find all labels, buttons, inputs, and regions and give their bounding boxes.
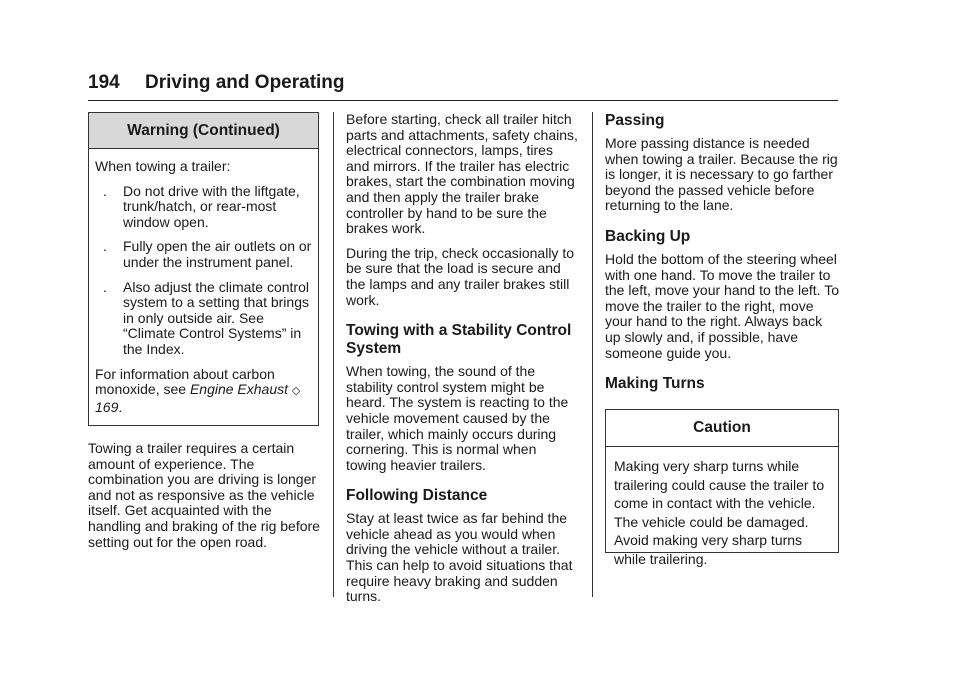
- following-distance-paragraph: Stay at least twice as far behind the vehicle ahead as you would when driving the vehicle without a trailer. This can help to avoid situations that require heavy braking and sudden turns.: [346, 510, 573, 605]
- warning-title: Warning (Continued): [89, 113, 318, 149]
- bullet-glyph: .: [103, 278, 107, 295]
- backing-up-heading: Backing Up: [605, 227, 691, 245]
- warning-box: [88, 112, 319, 426]
- stability-control-paragraph: When towing, the sound of the stability control system might be heard. The system is reacting to the vehicle movement caused by the trailer, which mainly occurs during cornering. This is normal when towing heavier trailers.: [346, 363, 569, 473]
- carbon-text: For information about carbon monoxide, see: [95, 365, 275, 398]
- bullet-glyph: .: [103, 238, 107, 255]
- carbon-period: .: [118, 398, 123, 415]
- section-title: Driving and Operating: [145, 72, 345, 93]
- column-divider-right: [592, 112, 593, 597]
- caution-title: Caution: [606, 410, 838, 447]
- column-divider-left: [333, 112, 334, 597]
- column-2: [346, 112, 580, 614]
- making-turns-heading: Making Turns: [605, 375, 705, 393]
- towing-experience-paragraph: Towing a trailer requires a certain amount of experience. The combination you are driving is longer and not as responsive as the vehicle itself. Get acquainted with the handling and braking of the rig before setting out for the open road.: [88, 440, 320, 550]
- trailer-check-paragraph: Before starting, check all trailer hitch parts and attachments, safety chains, electrical connectors, lamps, tires and mirrors. If the trailer has electric brakes, start the combination moving and then apply the trailer brake controller by hand to be sure the brakes work.: [346, 111, 578, 237]
- engine-exhaust-link[interactable]: Engine Exhaust: [189, 381, 289, 398]
- stability-control-heading: Towing with a Stability Control System: [346, 322, 572, 358]
- column-3: [605, 112, 839, 399]
- warning-bullet: [103, 184, 312, 231]
- passing-heading: Passing: [605, 112, 665, 129]
- column-1-text: [88, 441, 320, 559]
- caution-text: Making very sharp turns while trailering could cause the trailer to come in contact with the vehicle. The vehicle could be damaged. Avoid making very sharp turns while trailering.: [614, 458, 825, 567]
- warning-intro: When towing a trailer:: [95, 158, 231, 174]
- page-header: [88, 70, 838, 101]
- carbon-paragraph: [95, 367, 312, 416]
- passing-paragraph: More passing distance is needed when towing a trailer. Because the rig is longer, it is necessary to go farther beyond the passed vehicle before returning to the lane.: [605, 135, 838, 214]
- warning-body: [89, 149, 318, 415]
- page-reference-icon: ◇: [291, 385, 301, 398]
- trip-check-paragraph: During the trip, check occasionally to be sure that the load is secure and the lamps and any trailer brakes still work.: [346, 244, 574, 308]
- page-number: 194: [88, 72, 120, 93]
- carbon-page-ref[interactable]: 169: [95, 398, 119, 415]
- warning-bullet-text: Also adjust the climate control system to a setting that brings in only outside air. See “Climate Control Systems” in the Index.: [123, 278, 309, 357]
- backing-up-paragraph: Hold the bottom of the steering wheel with one hand. To move the trailer to the left, move your hand to the left. To move the trailer to the right, move your hand to the right. Always back up slowly and, if possible, have someone guide you.: [605, 250, 839, 361]
- warning-bullet: [103, 280, 312, 358]
- warning-bullet-text: Do not drive with the liftgate, trunk/hatch, or rear-most window open.: [123, 182, 300, 230]
- bullet-glyph: .: [103, 182, 107, 199]
- following-distance-heading: Following Distance: [346, 487, 488, 505]
- caution-box: [605, 409, 839, 567]
- warning-bullet: [103, 239, 312, 270]
- warning-bullet-text: Fully open the air outlets on or under the instrument panel.: [123, 238, 312, 270]
